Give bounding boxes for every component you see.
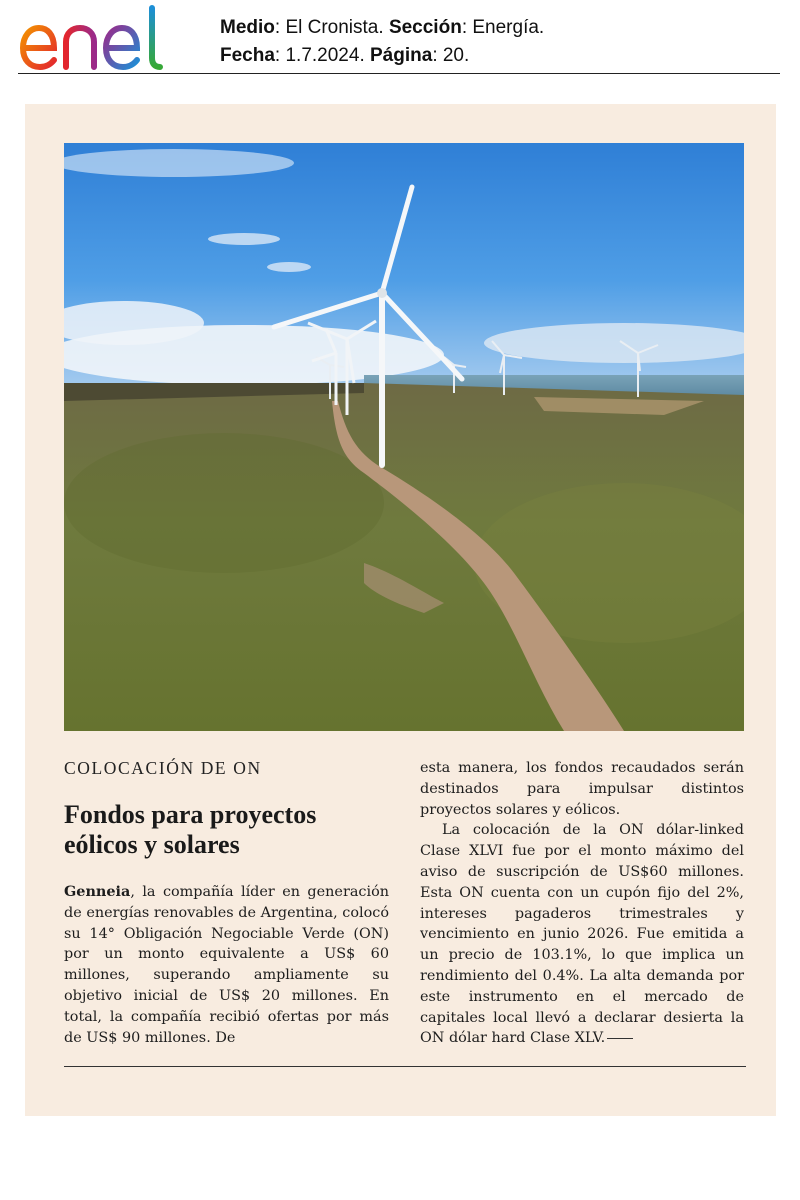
article-headline [64,800,394,860]
wind-farm-photo [64,143,744,731]
fecha-label: Fecha [220,45,275,66]
newspaper-clipping [25,104,776,1116]
enel-logo [18,4,190,72]
medio-value: : El Cronista. [274,17,389,38]
paragraph-2-text: La colocación de la ON dólar-linked Clase XLVI fue por el monto máximo del aviso de suscripción de US$60 millones. Esta ON cuenta con un cupón fijo del 2%, intereses pagaderos trimestrales y vencimiento en junio 2026. Fue emitida a un precio de 103.1%, lo que implica un rendimiento del 0.4%. La alta demanda por este instrumento en el mercado de capitales local llevó a declarar desierta la ON dólar hard Clase XLV. [420,822,744,1047]
clipping-metadata [220,14,544,70]
article-bottom-rule [64,1066,746,1067]
paragraph-1-continuation: esta manera, los fondos recaudados serán destinados para impulsar distintos proyectos solares y eólicos. [420,760,744,818]
fecha-line [220,42,544,70]
end-mark [607,1038,633,1039]
article-kicker: COLOCACIÓN DE ON [64,758,262,778]
headline-line-1: Fondos para proyectos [64,800,317,829]
article-paragraph-2 [420,820,744,1049]
seccion-label: Sección [388,17,462,38]
article-paragraph-1 [64,882,389,1048]
pagina-value: : 20. [432,45,470,66]
header-divider [18,73,780,74]
medio-line [220,14,544,42]
company-name: Genneia [64,883,131,900]
article-column-1 [64,882,389,1048]
article-column-2 [420,758,744,1049]
medio-label: Medio [220,17,275,38]
headline-line-2: eólicos y solares [64,830,240,859]
paragraph-1-text: , la compañía líder en generación de energías renovables de Argentina, colocó su 14° Obligación Negociable Verde (ON) por un monto equivalente a US$ 60 millones, superando ampliamente su objetivo inicial de US$ 20 millones. En total, la compañía recibió ofertas por más de US$ 90 millones. De [64,884,389,1046]
fecha-value: : 1.7.2024. [274,45,370,66]
seccion-value: : Energía. [461,17,545,38]
pagina-label: Página [370,45,433,66]
